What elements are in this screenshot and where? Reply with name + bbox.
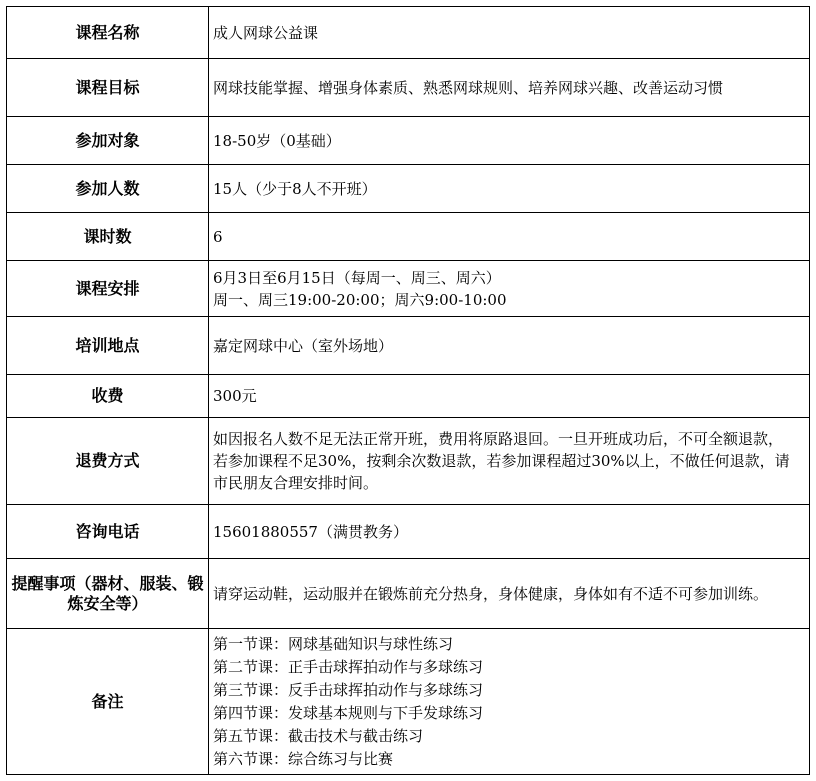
training-location-value: 嘉定网球中心（室外场地） [209,317,810,375]
schedule-label: 课程安排 [7,261,209,317]
course-name-label: 课程名称 [7,7,209,59]
row-schedule [7,261,810,317]
class-hours-label: 课时数 [7,213,209,261]
row-course-goal [7,59,810,117]
fee-label: 收费 [7,375,209,418]
schedule-value: 6月3日至6月15日（每周一、周三、周六） 周一、周三19:00-20:00；周六9:00-10:00 [209,261,810,317]
course-info-table [6,6,810,775]
row-course-name [7,7,810,59]
course-goal-value: 网球技能掌握、增强身体素质、熟悉网球规则、培养网球兴趣、改善运动习惯 [209,59,810,117]
target-audience-label: 参加对象 [7,117,209,165]
class-hours-value: 6 [209,213,810,261]
reminders-value: 请穿运动鞋，运动服并在锻炼前充分热身，身体健康，身体如有不适不可参加训练。 [209,559,810,629]
participant-count-label: 参加人数 [7,165,209,213]
row-remarks [7,629,810,775]
row-training-location [7,317,810,375]
participant-count-value: 15人（少于8人不开班） [209,165,810,213]
row-target-audience [7,117,810,165]
row-refund-policy [7,418,810,505]
row-participant-count [7,165,810,213]
remarks-label: 备注 [7,629,209,775]
fee-value: 300元 [209,375,810,418]
row-fee [7,375,810,418]
refund-policy-value: 如因报名人数不足无法正常开班，费用将原路退回。一旦开班成功后，不可全额退款，若参加课程不足30%，按剩余次数退款，若参加课程超过30%以上，不做任何退款，请市民朋友合理安排时间。 [209,418,810,505]
course-name-value: 成人网球公益课 [209,7,810,59]
row-contact-phone [7,505,810,559]
row-reminders [7,559,810,629]
refund-policy-label: 退费方式 [7,418,209,505]
contact-phone-value: 15601880557（满贯教务） [209,505,810,559]
training-location-label: 培训地点 [7,317,209,375]
row-class-hours [7,213,810,261]
course-goal-label: 课程目标 [7,59,209,117]
remarks-value: 第一节课：网球基础知识与球性练习 第二节课：正手击球挥拍动作与多球练习 第三节课：反手击球挥拍动作与多球练习 第四节课：发球基本规则与下手发球练习 第五节课：截击技术与截击练习 第六节课：综合练习与比赛 [209,629,810,775]
contact-phone-label: 咨询电话 [7,505,209,559]
target-audience-value: 18-50岁（0基础） [209,117,810,165]
reminders-label: 提醒事项（器材、服装、锻炼安全等） [7,559,209,629]
